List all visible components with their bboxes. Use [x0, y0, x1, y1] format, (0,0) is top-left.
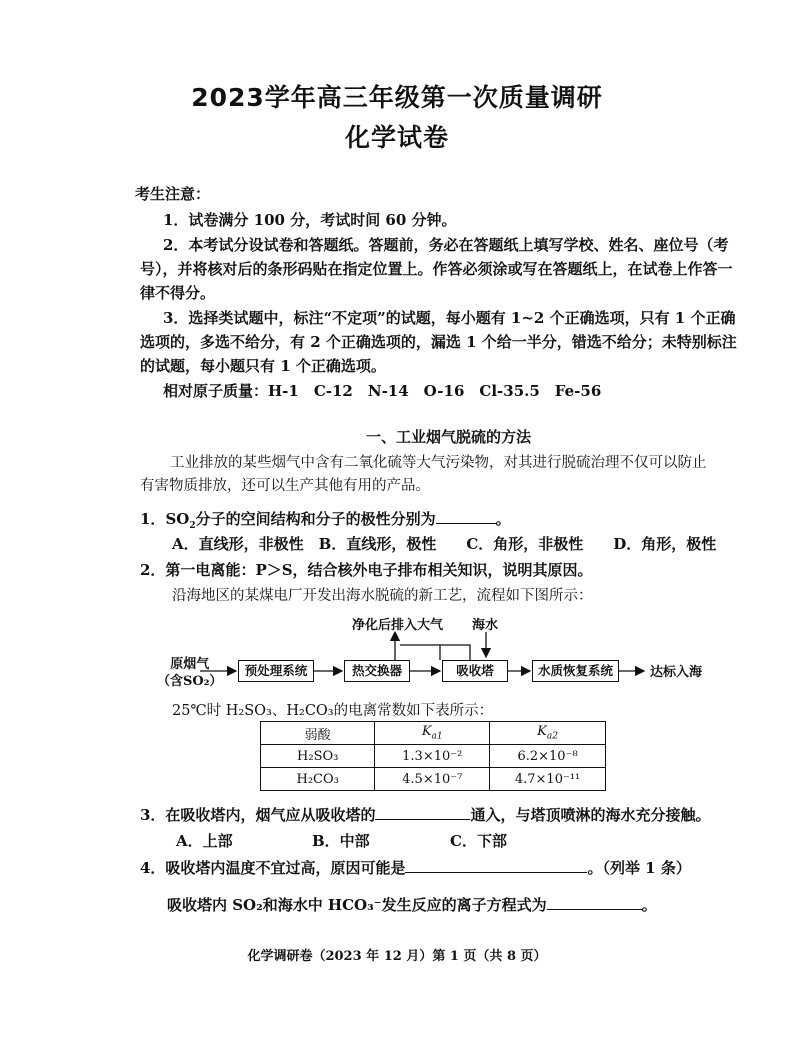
- table-header: $K_{a1}$: [375, 722, 490, 745]
- table-cell: 4.5×10⁻⁷: [375, 768, 490, 791]
- answer-blank[interactable]: [375, 805, 470, 820]
- answer-blank[interactable]: [405, 858, 587, 873]
- question-4: 4．吸收塔内温度不宜过高，原因可能是 。（列举 1 条）: [140, 859, 691, 877]
- absorption-tower-box: 吸收塔: [442, 660, 508, 682]
- table-header: 弱酸: [261, 722, 375, 745]
- notice-line: 选项的，多选不给分，有 2 个正确选项的，漏选 1 个给一半分，错选不给分；未特别标注: [140, 333, 737, 351]
- table-cell: H₂SO₃: [261, 745, 375, 768]
- table-intro: 25℃时 H₂SO₃、H₂CO₃的电离常数如下表所示：: [172, 703, 494, 719]
- question-1-options: A．直线形，非极性 B．直线形，极性 C．角形，非极性 D．角形，极性: [172, 535, 717, 553]
- atomic-mass-line: 相对原子质量：H-1 C-12 N-14 O-16 Cl-35.5 Fe-56: [163, 382, 602, 400]
- flow-source: 原烟气 （含SO₂）: [157, 657, 223, 689]
- ionization-constant-table: [260, 721, 606, 791]
- question-1: 1．$SO_2$分子的空间结构和分子的极性分别为 。: [140, 510, 511, 531]
- notice-heading: 考生注意：: [135, 185, 211, 203]
- notice-line: 律不得分。: [140, 284, 216, 302]
- question-3-option: A．上部: [176, 832, 233, 850]
- notice-line: 号），并将核对后的条形码贴在指定位置上。作答必须涂或写在答题纸上，在试卷上作答一: [140, 260, 733, 278]
- answer-blank[interactable]: [547, 895, 642, 910]
- notice-line: 3．选择类试题中，标注“不定项”的试题，每小题有 1~2 个正确选项，只有 1 个正确: [163, 309, 736, 327]
- heat-exchanger-box: 热交换器: [344, 660, 410, 682]
- page-title: 2023学年高三年级第一次质量调研: [191, 83, 603, 112]
- table-cell: 6.2×10⁻⁸: [490, 745, 606, 768]
- pretreatment-box: 预处理系统: [238, 660, 314, 682]
- table-cell: H₂CO₃: [261, 768, 375, 791]
- page-footer: 化学调研卷（2023 年 12 月）第 1 页（共 8 页）: [247, 949, 547, 964]
- flow-output: 达标入海: [650, 665, 703, 680]
- table-row: [261, 745, 606, 768]
- table-header-row: [261, 722, 606, 745]
- notice-line: 的试题，每小题只有 1 个正确选项。: [140, 357, 386, 375]
- question-3-option: C．下部: [450, 832, 507, 850]
- question-2: 2．第一电离能：P＞S，结合核外电子排布相关知识，说明其原因。: [140, 561, 593, 579]
- notice-line: 2．本考试分设试卷和答题纸。答题前，务必在答题纸上填写学校、姓名、座位号（考: [163, 236, 729, 254]
- notice-line: 1．试卷满分 100 分，考试时间 60 分钟。: [163, 211, 457, 229]
- section-intro-line: 有害物质排放，还可以生产其他有用的产品。: [140, 478, 430, 494]
- table-row: [261, 768, 606, 791]
- question-3-option: B．中部: [312, 832, 370, 850]
- table-header: $K_{a2}$: [490, 722, 606, 745]
- process-intro: 沿海地区的某煤电厂开发出海水脱硫的新工艺，流程如下图所示：: [172, 588, 593, 604]
- flow-top-label: 净化后排入大气: [352, 618, 444, 633]
- question-5: 吸收塔内 SO₂和海水中 HCO₃⁻发生反应的离子方程式为 。: [167, 896, 657, 914]
- page-subtitle: 化学试卷: [344, 123, 449, 152]
- section-intro-line: 工业排放的某些烟气中含有二氧化硫等大气污染物，对其进行脱硫治理不仅可以防止: [170, 455, 707, 471]
- section-heading: 一、工业烟气脱硫的方法: [366, 428, 532, 446]
- water-recovery-box: 水质恢复系统: [532, 660, 619, 682]
- flow-seawater-label: 海水: [472, 618, 499, 633]
- question-3: 3．在吸收塔内，烟气应从吸收塔的 通入，与塔顶喷淋的海水充分接触。: [140, 806, 711, 824]
- table-cell: 4.7×10⁻¹¹: [490, 768, 606, 791]
- table-cell: 1.3×10⁻²: [375, 745, 490, 768]
